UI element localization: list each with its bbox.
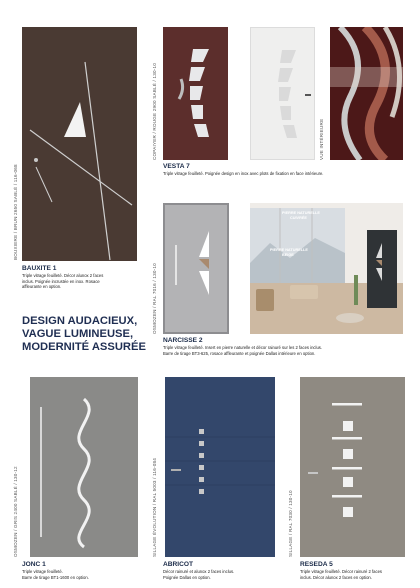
reseda-side-label: SILLAGE / RAL 7030 / 130-10 — [288, 490, 293, 557]
stone-beige-line-2: BEIGE — [282, 252, 294, 257]
abricot-desc-2: Poignée Dallas en option. — [163, 574, 211, 580]
vesta-interior-label: VUE INTÉRIEURE — [319, 118, 324, 160]
narcisse-photo-decor — [250, 203, 403, 334]
vesta-door-image — [163, 27, 228, 160]
bauxite-name: BAUXITE 1 — [22, 265, 57, 272]
vesta-decor — [163, 27, 228, 160]
stone-beige-line-1: PIERRE NATURELLE — [270, 248, 308, 252]
bauxite-decor — [22, 27, 137, 261]
vesta-detail-photo — [330, 27, 403, 160]
vesta-side-label: COPAIYER / ROUGE 2900 SABLÉ / 130-10 — [152, 63, 157, 160]
narcisse-desc-2: Barre de tirage BT3-625, rosace affleurante et poignée Dallas intérieure en option. — [163, 350, 316, 356]
narcisse-interior-photo — [250, 203, 403, 334]
reseda-desc-1: Triple vitrage feuilleté. Décor rainuré 2 faces — [300, 569, 383, 574]
narcisse-door-image — [163, 203, 229, 334]
abricot-door-image — [165, 377, 275, 557]
bauxite-door-image — [22, 27, 137, 261]
jonc-desc-2: Barre de tirage BT1-1600 en option. — [22, 574, 89, 580]
stone-copper-label — [282, 211, 320, 220]
abricot-name: ABRICOT — [163, 561, 194, 568]
reseda-decor — [300, 377, 405, 557]
narcisse-name: NARCISSE 2 — [163, 337, 203, 344]
abricot-desc-1: Décor rainuré et alunox 2 faces inclus. — [163, 569, 235, 574]
vesta-desc: Triple vitrage feuilleté. Poignée design en inox avec plots de fixation en face intérieure. — [163, 171, 324, 176]
bauxite-desc-2: inclus. Poignée incrustée en inox. Rosace — [22, 278, 100, 284]
narcisse-decor — [165, 205, 227, 332]
vesta-detail-decor — [330, 27, 403, 160]
jonc-decor — [30, 377, 138, 557]
stone-beige-label — [270, 248, 308, 257]
vesta-interior-decor — [251, 28, 316, 161]
reseda-door-image — [300, 377, 405, 557]
stone-copper-line-2: CUIVRÉE — [290, 215, 307, 220]
reseda-desc-2: inclus. Décor alunox 2 faces en option. — [300, 574, 372, 580]
abricot-decor — [165, 377, 275, 557]
jonc-door-image — [30, 377, 138, 557]
narcisse-side-label: OSMOZEN / RAL 7016 / 130-10 — [152, 263, 157, 334]
bauxite-side-label: BOUXIERE / BRUN 2650 SABLÉ / 116-068 — [13, 164, 18, 260]
vesta-name: VESTA 7 — [163, 163, 190, 170]
jonc-side-label: OSMOZEN / GRIS 2400 SABLÉ / 130-12 — [13, 466, 18, 557]
abricot-side-label: SILLAGE ÉVOLUTION / RAL 5003 / 116-084 — [152, 457, 157, 557]
jonc-name: JONC 1 — [22, 561, 46, 568]
stone-copper-line-1: PIERRE NATURELLE — [282, 211, 320, 215]
narcisse-desc-1: Triple vitrage feuilleté. Insert en pierre naturelle et décor rainuré sur les 2 faces inclus. — [163, 345, 323, 350]
vesta-interior-door-image — [250, 27, 315, 160]
bauxite-desc-3: affleurante en option. — [22, 284, 62, 289]
tagline-line-3: MODERNITÉ ASSURÉE — [22, 341, 146, 353]
reseda-name: RESEDA 5 — [300, 561, 333, 568]
jonc-desc-1: Triple vitrage feuilleté. — [22, 569, 63, 574]
tagline-line-1: DESIGN AUDACIEUX, — [22, 315, 138, 327]
tagline-line-2: VAGUE LUMINEUSE, — [22, 328, 134, 340]
bauxite-desc-1: Triple vitrage feuilleté. Décor alunox 2 faces — [22, 273, 104, 278]
